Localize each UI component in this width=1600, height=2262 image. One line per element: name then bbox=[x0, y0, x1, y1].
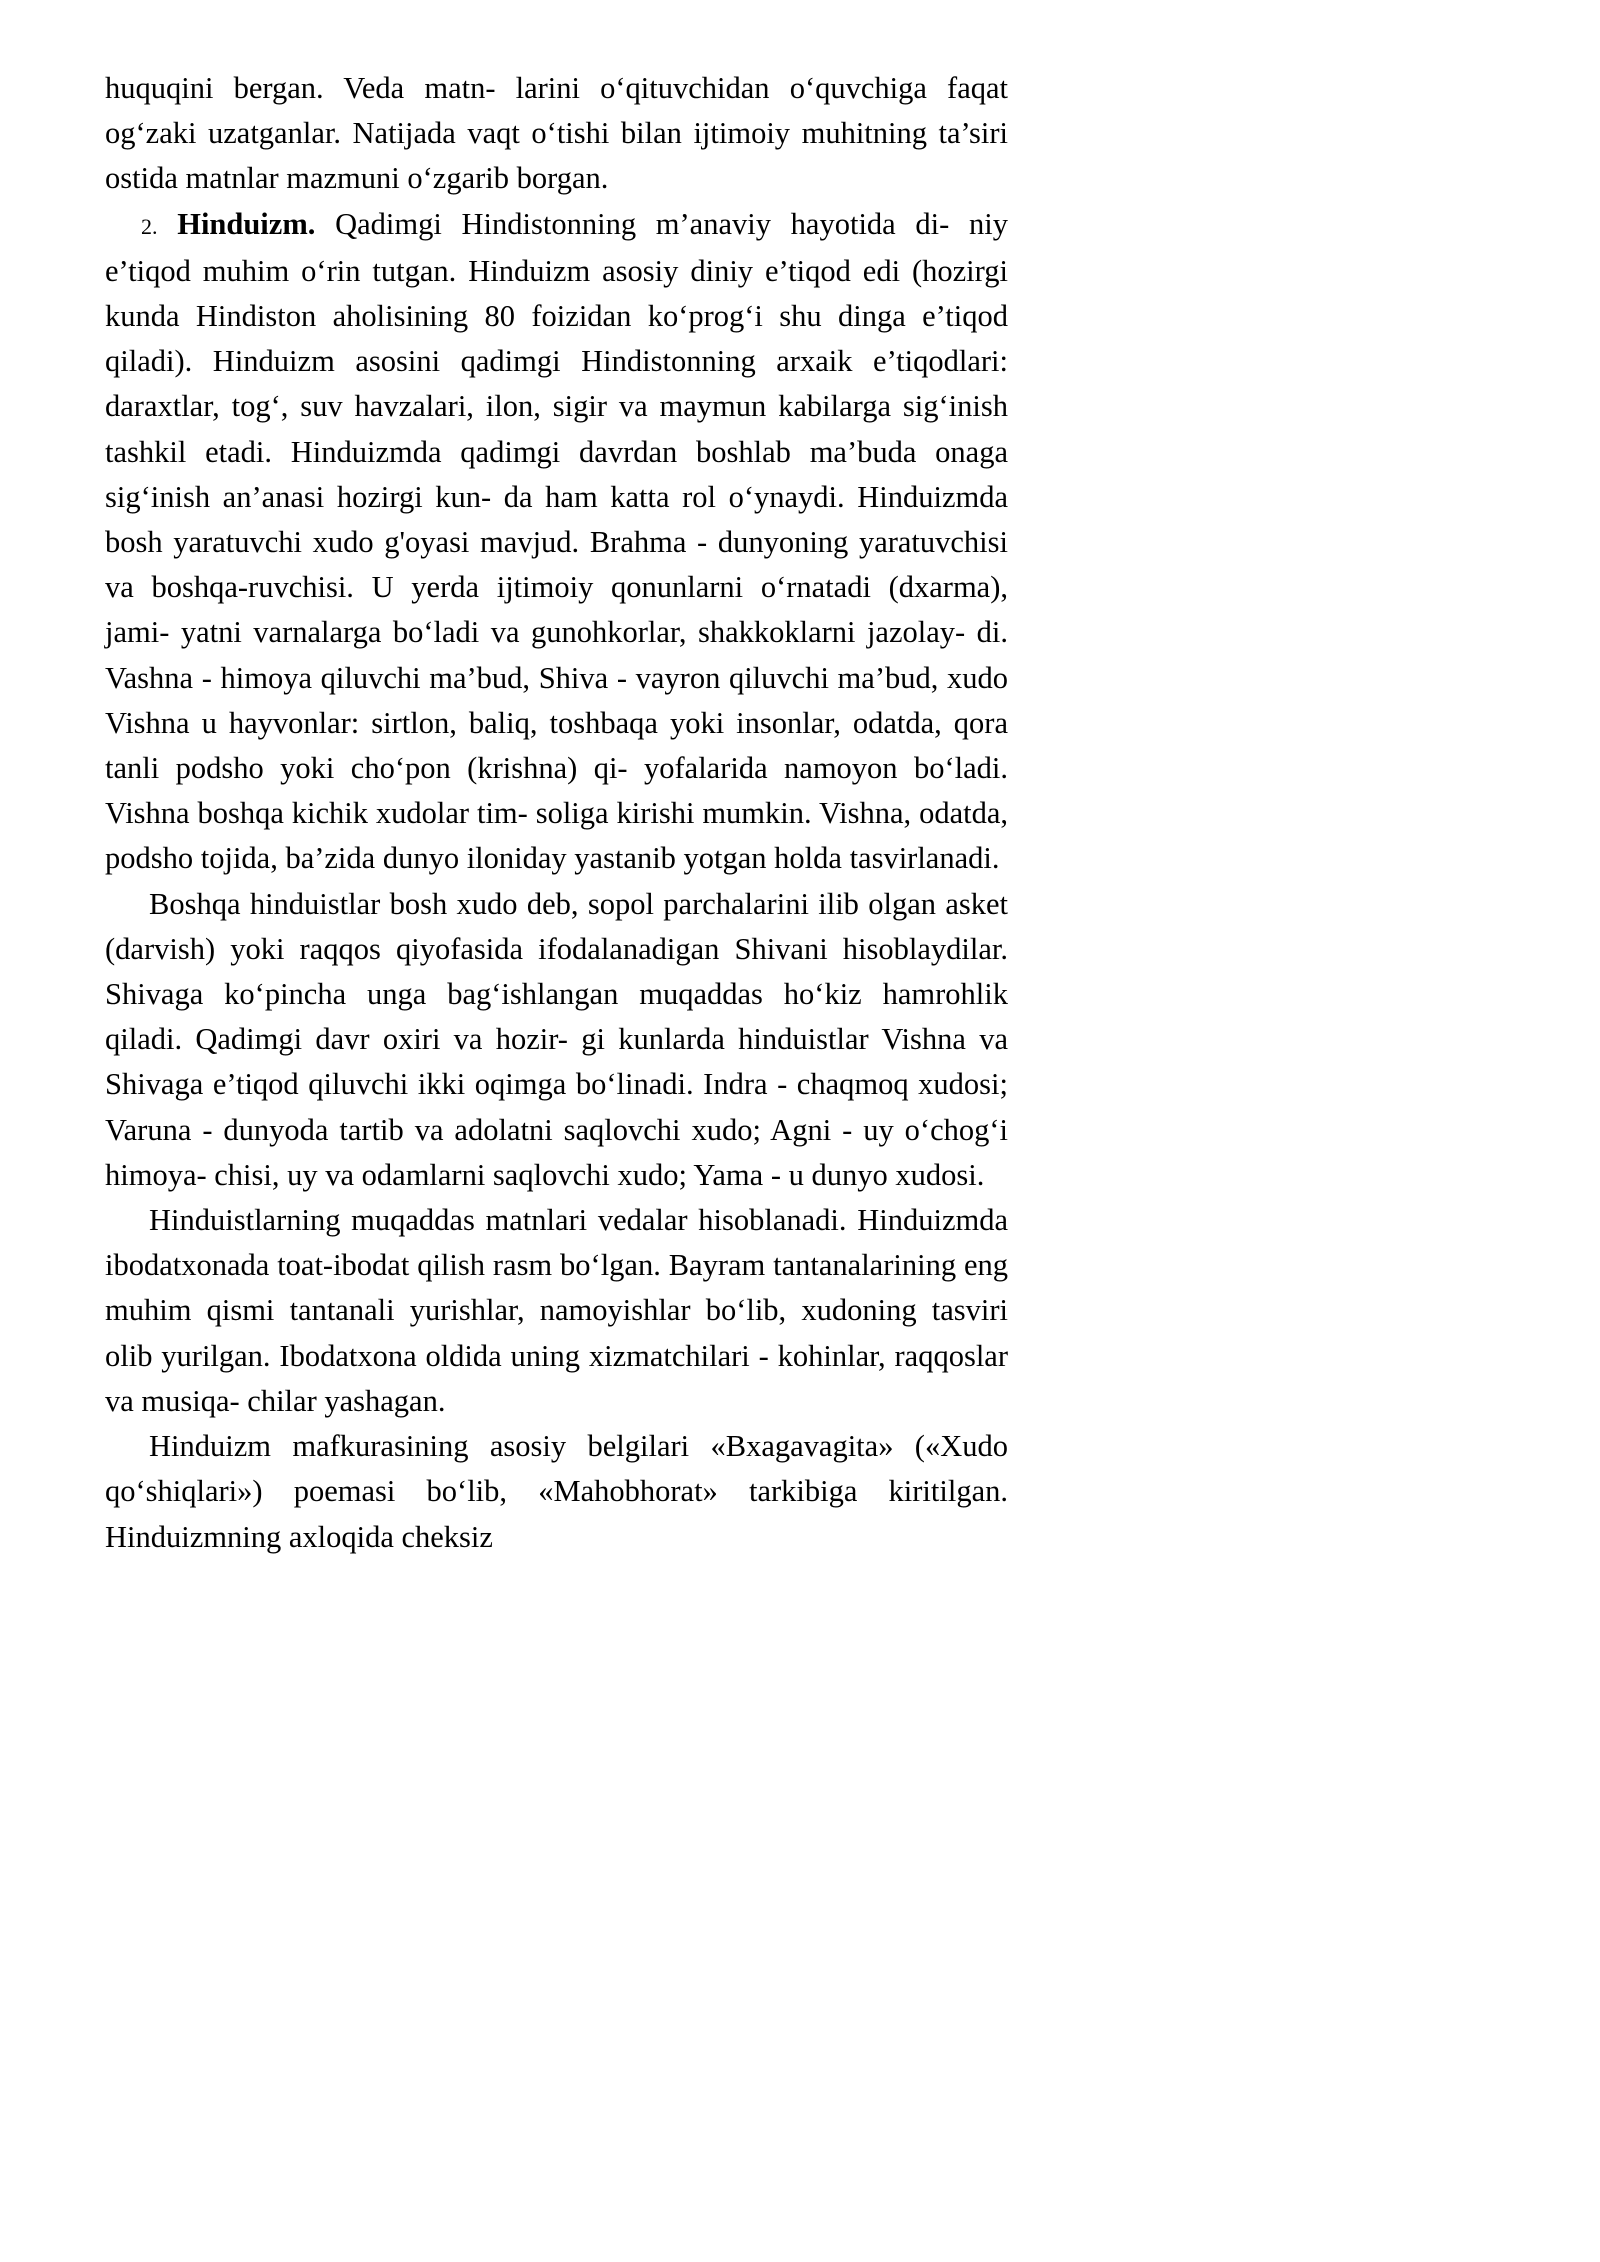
paragraph-intro: huquqini bergan. Veda matn- larini o‘qituvchidan o‘quvchiga faqat og‘zaki uzatganlar. Natijada vaqt o‘tishi bilan ijtimoiy muhitning ta’siri ostida matnlar mazmuni o‘zgarib borgan. bbox=[105, 71, 1008, 196]
paragraph-bxagavagita: Hinduizm mafkurasining asosiy belgilari «Bxagavagita» («Xudo qo‘shiqlari») poemasi bo‘lib, «Mahobhorat» tarkibiga kiritilgan. Hinduizmning axloqida cheksiz bbox=[105, 1429, 1008, 1554]
page-text-body bbox=[105, 66, 1008, 1560]
paragraph-hinduizm bbox=[105, 202, 1008, 882]
spacer-after-number bbox=[158, 207, 178, 241]
section-heading-hinduizm: Hinduizm. bbox=[177, 206, 316, 241]
paragraph-shiva: Boshqa hinduistlar bosh xudo deb, sopol parchalarini ilib olgan asket (darvish) yoki raqqos qiyofasida ifodalanadigan Shivani hisoblaydilar. Shivaga ko‘pincha unga bag‘ishlangan muqaddas ho‘kiz hamrohlik qiladi. Qadimgi davr oxiri va hozir- gi kunlarda hinduistlar Vishna va Shivaga e’tiqod qiluvchi ikki oqimga bo‘linadi. Indra - chaqmoq xudosi; Varuna - dunyoda tartib va adolatni saqlovchi xudo; Agni - uy o‘chog‘i himoya- chisi, uy va odamlarni saqlovchi xudo; Yama - u dunyo xudosi. bbox=[105, 886, 1008, 1192]
list-item-number: 2. bbox=[141, 213, 158, 239]
spacer-after-heading bbox=[315, 207, 335, 241]
paragraph-hinduizm-text: Qadimgi Hindistonning m’anaviy hayotida di- niy e’tiqod muhim o‘rin tutgan. Hinduizm asosiy diniy e’tiqod edi (hozirgi kunda Hindiston aholisining 80 foizidan ko‘prog‘i shu dinga e’tiqod qiladi). Hinduizm asosini qadimgi Hindistonning arxaik e’tiqodlari: daraxtlar, tog‘, suv havzalari, ilon, sigir va maymun kabilarga sig‘inish tashkil etadi. Hinduizmda qadimgi davrdan boshlab ma’buda onaga sig‘inish an’anasi hozirgi kun- da ham katta rol o‘ynaydi. Hinduizmda bosh yaratuvchi xudo g'oyasi mavjud. Brahma - dunyoning yaratuvchisi va boshqa-ruvchisi. U yerda ijtimoiy qonunlarni o‘rnatadi (dxarma), jami- yatni varnalarga bo‘ladi va gunohkorlar, shakkoklarni jazolay- di. Vashna - himoya qiluvchi ma’bud, Shiva - vayron qiluvchi ma’bud, xudo Vishna u hayvonlar: sirtlon, baliq, toshbaqa yoki insonlar, odatda, qora tanli podsho yoki cho‘pon (krishna) qi- yofalarida namoyon bo‘ladi. Vishna boshqa kichik xudolar tim- soliga kirishi mumkin. Vishna, odatda, podsho tojida, ba’zida dunyo iloniday yastanib yotgan holda tasvirlanadi. bbox=[105, 206, 1008, 876]
paragraph-vedalar: Hinduistlarning muqaddas matnlari vedalar hisoblanadi. Hinduizmda ibodatxonada toat-ibodat qilish rasm bo‘lgan. Bayram tantanalarining eng muhim qismi tantanali yurishlar, namoyishlar bo‘lib, xudoning tasviri olib yurilgan. Ibodatxona oldida uning xizmatchilari - kohinlar, raqqoslar va musiqa- chilar yashagan. bbox=[105, 1203, 1008, 1418]
